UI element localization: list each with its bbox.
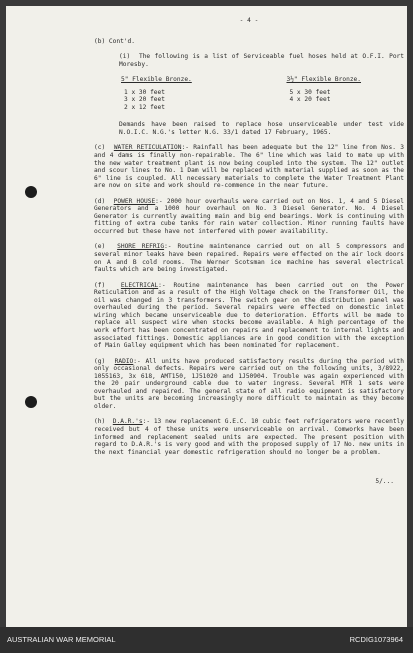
- document-page: [6, 6, 407, 627]
- paragraph-body: :- Routine maintenance has been carried out on the Power Reticulation and as a result of the High Voltage check on the Transformer Oil, the oil was changed in 3 transformers. The switch gear on the distribution panel was overhauled during the period. Several repairs were effected on domestic inlet wiring which became unserviceable due to deterioration. Efforts will be made to replace all suspect wire when stocks become available. A high percentage of the work effort has been concentrated on repairs and replacement to internal lights and associated fittings. Domestic appliances are in good condition with the exception of Main Galley equipment which has been nominated for replacement.: [94, 281, 404, 350]
- record-id: RCDIG1073964: [349, 635, 403, 644]
- demands-paragraph: Demands have been raised to replace hose unserviceable under test vide N.O.I.C. N.G.'s letter N.G. 33/1 dated 17 February, 1965.: [119, 121, 404, 136]
- punch-hole: [25, 186, 37, 198]
- paragraph-label: (g): [94, 357, 106, 365]
- archive-name: AUSTRALIAN WAR MEMORIAL: [7, 635, 116, 644]
- paragraph-shore-refrig: [94, 243, 404, 273]
- paragraph-label: (d): [94, 197, 106, 205]
- hose-item: 3 x 20 feet: [124, 96, 165, 104]
- paragraph-body: :- Rainfall has been adequate but the 12" line from Nos. 3 and 4 dams is finally non-repairable. The 6" line which was laid to mate up with the new water treatment plant is now being coupled into the system. The 12" outlet and scour lines to No. 1 Dam will be replaced with material supplied as soon as the 6" line is coupled. All necessary materials to complete the Water Treatment Plant are now on site and work should re-commence in the near future.: [94, 144, 405, 190]
- paragraph-title: D.A.R.'s: [112, 418, 143, 426]
- paragraph-electrical: [94, 282, 404, 350]
- paragraph-body: :- 2000 hour overhauls were carried out on Nos. 1, 4 and 5 Diesel Generators and a 1000 hour overhaul on No. 3 Diesel Generator. No. 4 Diesel Generator is currently awaiting main and big end bearings. Work is continuing with fitting of extra cube tanks for rain water collection. Minor running faults have occurred but these have not interfered with power availability.: [94, 197, 404, 235]
- paragraph-dars: [94, 418, 404, 456]
- hose-column-header: 3½" Flexible Bronze.: [286, 76, 361, 84]
- paragraph-title: ELECTRICAL: [120, 281, 159, 289]
- archive-footer: [0, 627, 413, 653]
- hose-table: [121, 76, 361, 111]
- paragraph-water-reticulation: [94, 144, 404, 189]
- continuation-marker: 5/...: [375, 478, 394, 486]
- hose-item: 2 x 12 feet: [124, 103, 165, 111]
- paragraph-label: (c): [94, 144, 106, 152]
- intro-label: (i): [119, 53, 131, 61]
- paragraph-title: WATER RETICULATION: [113, 144, 182, 152]
- hose-column-left: [121, 76, 192, 111]
- paragraph-body: :- 13 new replacement G.E.C. 10 cubic feet refrigerators were recently received but 4 of these units were unserviceable on arrival. Comworks have been informed and replacement sealed units are expected. The present position with regard to D.A.R.'s is very good and with the proposed supply of 17 No. new units in the next financial year domestic refrigeration should no longer be a problem.: [94, 418, 405, 456]
- intro-text: The following is a list of Serviceable fuel hoses held at O.F.I. Port Moresby.: [119, 53, 404, 68]
- paragraph-power-house: [94, 198, 404, 236]
- paragraph-title: RADIO: [114, 357, 134, 365]
- hose-item: 1 x 30 feet: [124, 88, 165, 96]
- paragraph-label: (f): [94, 281, 106, 289]
- intro-paragraph: [94, 53, 404, 68]
- page-number: - 4 -: [239, 17, 259, 24]
- paragraph-label: (h): [94, 418, 106, 426]
- hose-item: 5 x 30 feet: [289, 88, 331, 96]
- paragraph-title: POWER HOUSE: [113, 197, 156, 205]
- document-text: [94, 17, 404, 486]
- paragraph-body: :- Routine maintenance carried out on all 5 compressors and several minor leaks have been repaired. Repairs were effected on the air lock doors on A and B cold rooms. The Werner Scotsman ice machine has several electrical faults which are being investigated.: [94, 243, 405, 274]
- hose-column-header: 5" Flexible Bronze.: [121, 76, 192, 84]
- paragraph-label: (e): [94, 243, 106, 251]
- paragraph-body: :- All units have produced satisfactory results during the period with only occasional defects. Repairs were carried out on the following units, 3/8922, 1055163, 3x 618, AMT150, 1J51020 and 1J50904. Trouble was again experienced with the 20 pair underground cable due to water ingress. Several MTR 1 sets were overhauled and repaired. The general state of all radio equipment is satisfactory but the units are becoming increasingly more difficult to maintain as they become older.: [94, 357, 405, 410]
- punch-hole: [25, 396, 37, 408]
- paragraph-title: SHORE REFRIG: [117, 243, 165, 251]
- paragraph-radio: [94, 358, 404, 411]
- hose-column-right: [286, 76, 361, 111]
- hose-item: 4 x 20 feet: [289, 96, 331, 104]
- section-heading: (b) Cont'd.: [94, 37, 135, 45]
